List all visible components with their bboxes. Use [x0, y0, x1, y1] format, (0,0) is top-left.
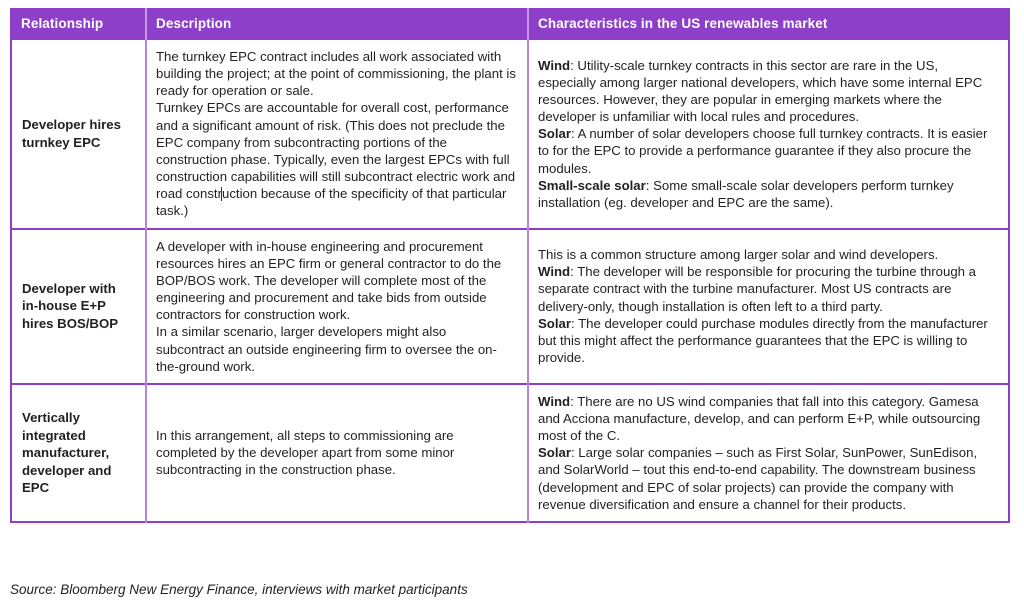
cell-relationship: Developer hires turnkey EPC	[11, 39, 146, 229]
column-header-characteristics: Characteristics in the US renewables market	[528, 9, 1009, 39]
description-paragraph: In a similar scenario, larger developers might also subcontract an outside engineering firm to oversee the on-the-ground work.	[156, 324, 497, 374]
cell-description	[146, 384, 528, 522]
characteristic-text: : Some small-scale solar developers perform turnkey installation (eg. developer and EPC are the same).	[538, 177, 954, 210]
cell-relationship: Developer with in-house E+P hires BOS/BOP	[11, 229, 146, 384]
characteristic-paragraph	[538, 263, 998, 314]
description-text-before-caret: Turnkey EPCs are accountable for overall cost, performance and a significant amount of risk. (This does not preclude the EPC company from subcontracting portions of the construction phase. Typically, even the largest EPCs with full construction capabilities will still subcontract electric work and road constr	[156, 100, 516, 202]
epc-relationship-table	[10, 8, 1010, 523]
characteristic-text: : There are no US wind companies that fall into this category. Gamesa and Acciona manufacture, develop, and can perform E+P, while outsourcing most of the C.	[538, 393, 981, 444]
characteristic-paragraph	[538, 57, 998, 126]
characteristic-lead: Wind	[538, 57, 571, 73]
characteristic-text: : Large solar companies – such as First Solar, SunPower, SunEdison, and SolarWorld – tout this end-to-end capability. The downstream business (development and EPC of solar projects) can provide the company with revenue diversification and ensure a channel for their products.	[538, 445, 978, 512]
characteristic-paragraph	[538, 246, 998, 263]
table-row	[11, 384, 1009, 522]
description-text-after-caret: uction because of the specificity of that particular task.)	[156, 186, 507, 219]
table-container	[10, 8, 1008, 523]
characteristic-lead: Small-scale solar	[538, 177, 646, 193]
cell-characteristics	[528, 39, 1009, 229]
characteristic-text: : Utility-scale turnkey contracts in this sector are rare in the US, especially among larger national developers, which have some internal EPC resources. However, they are popular in emerging markets where the developer is unfamiliar with local rules and procedures.	[538, 57, 983, 125]
description-paragraph: A developer with in-house engineering and procurement resources hires an EPC firm or general contractor to do the BOP/BOS work. The developer will complete most of the engineering and procurement and take bids from outside contractors for construction work.	[156, 238, 502, 323]
characteristic-lead: Wind	[538, 264, 571, 280]
cell-description	[146, 229, 528, 384]
characteristic-paragraph	[538, 393, 998, 444]
description-paragraph: The turnkey EPC contract includes all work associated with building the project; at the point of commissioning, the plant is ready for operation or sale.	[156, 49, 516, 99]
characteristic-paragraph	[538, 125, 998, 176]
cell-relationship: Vertically integrated manufacturer, developer and EPC	[11, 384, 146, 522]
characteristic-paragraph	[538, 444, 998, 513]
column-header-relationship: Relationship	[11, 9, 146, 39]
characteristic-lead: Wind	[538, 393, 571, 409]
table-body	[11, 39, 1009, 522]
table-header	[11, 9, 1009, 39]
cell-characteristics	[528, 229, 1009, 384]
characteristic-lead: Solar	[538, 126, 571, 142]
characteristic-text: : The developer will be responsible for procuring the turbine through a separate contract with the turbine manufacturer. Most US contracts are delivery-only, though installation is often left to a third party.	[538, 264, 976, 314]
description-paragraph	[156, 99, 517, 219]
description-paragraph: In this arrangement, all steps to commissioning are completed by the developer apart from some minor subcontracting in the construction phase.	[156, 428, 455, 478]
table-row	[11, 229, 1009, 384]
cell-description	[146, 39, 528, 229]
cell-characteristics	[528, 384, 1009, 522]
characteristic-text: This is a common structure among larger solar and wind developers.	[538, 247, 939, 263]
table-header-row	[11, 9, 1009, 39]
characteristic-paragraph	[538, 177, 998, 211]
column-header-description: Description	[146, 9, 528, 39]
table-row	[11, 39, 1009, 229]
characteristic-lead: Solar	[538, 445, 571, 461]
characteristic-text: : A number of solar developers choose full turnkey contracts. It is easier to for the EPC to provide a performance guarantee if they also procure the modules.	[538, 126, 988, 176]
characteristic-text: : The developer could purchase modules directly from the manufacturer but this might affect the performance guarantees that the EPC is willing to provide.	[538, 315, 988, 366]
characteristic-paragraph	[538, 315, 998, 366]
characteristic-lead: Solar	[538, 315, 571, 331]
source-note: Source: Bloomberg New Energy Finance, interviews with market participants	[10, 582, 468, 597]
